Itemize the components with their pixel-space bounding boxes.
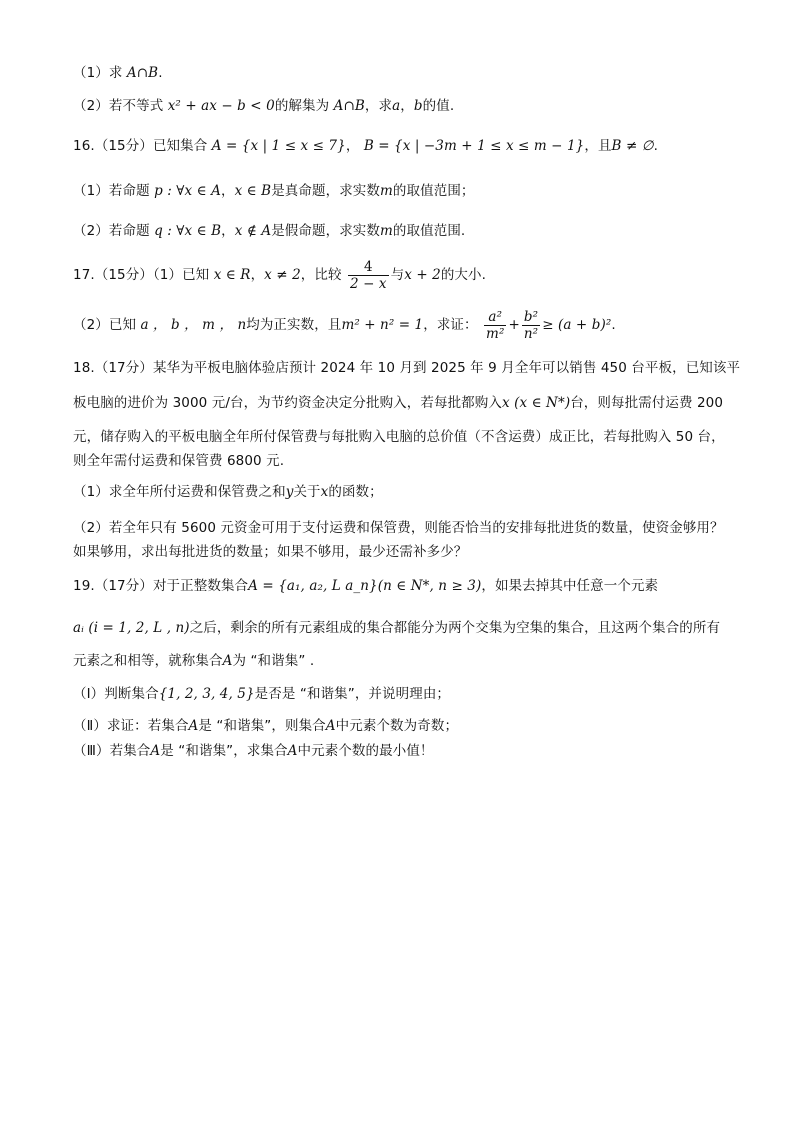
q16-part2-label: （2）若命题	[73, 223, 150, 239]
q16-part1	[73, 181, 754, 201]
q18-part2-line2: 如果够用，求出每批进货的数量；如果不够用，最少还需补多少？	[73, 544, 468, 560]
q19-line3-b: 为 “和谐集” .	[232, 653, 315, 669]
q15-part2-end: 的值.	[422, 98, 455, 114]
q16-end: .	[653, 138, 659, 154]
q19-head: 19.（17分）对于正整数集合	[73, 578, 249, 594]
q16-part1-sep: ，	[220, 183, 235, 199]
q16-comma: ，	[345, 138, 360, 154]
q19-line2	[73, 616, 754, 640]
q16-part1-end: 的取值范围；	[392, 183, 475, 199]
q17-cond2: x ≠ 2	[264, 267, 301, 283]
q15-part1	[73, 63, 754, 83]
q17-fraction	[348, 259, 389, 292]
q18-part1-c: 的函数；	[328, 484, 383, 500]
q17-vars: a ， b ， m ， n	[140, 317, 247, 333]
q17-fb-num: b²	[522, 309, 540, 326]
q17-plus: +	[508, 317, 520, 333]
q19-iii-b: 是 “和谐集”，求集合	[160, 743, 288, 759]
q16-set-a: A = {x | 1 ≤ x ≤ 7}	[211, 138, 346, 154]
q18-line2-b: 台，则每批需付运费 200	[570, 395, 724, 411]
q19-ii-set2: A	[325, 718, 336, 734]
q19-line3-set: A	[222, 653, 233, 669]
q17-prove: ，求证：	[423, 317, 478, 333]
q16-var-m2: m	[380, 223, 393, 239]
q17-rhs: ≥ (a + b)²	[542, 317, 612, 333]
q17-fraction-a	[484, 309, 506, 342]
q17-fa-num: a²	[484, 309, 506, 326]
q19-iii-c: 中元素个数的最小值！	[297, 743, 434, 759]
q17-part2	[73, 307, 754, 343]
q19-cond: (n ∈ N*, n ≥ 3)	[377, 578, 482, 594]
q19-set: A = {a₁, a₂, L a_n}	[248, 578, 378, 594]
q18-line2-math: x (x ∈ N*)	[502, 395, 571, 411]
q19-ii-a: （Ⅱ）求证：若集合	[73, 718, 189, 734]
q17-cond1: x ∈ R	[213, 267, 251, 283]
q19-tail1: ，如果去掉其中任意一个元素	[481, 578, 659, 594]
q17-sep1: ，	[250, 267, 265, 283]
q15-part2-ask: ，求	[364, 98, 393, 114]
q19-ii-set: A	[188, 718, 199, 734]
q16-part1-label: （1）若命题	[73, 183, 150, 199]
q18-var-x: x	[320, 484, 329, 500]
q16-stem	[73, 136, 754, 156]
q16-part2	[73, 221, 754, 241]
q15-var-b: b	[413, 98, 423, 114]
q18-line3: 元，储存购入的平板电脑全年所付保管费与每批购入电脑的总价值（不含运费）成正比，若每批购入 50 台，	[73, 429, 725, 445]
q17-positive: 均为正实数，且	[246, 317, 342, 333]
q16-part2-tail: 是假命题，求实数	[271, 223, 381, 239]
q16-prop-p2: x ∈ B	[234, 183, 272, 199]
q17-part2-label: （2）已知	[73, 317, 137, 333]
q17-end1: 的大小.	[440, 267, 487, 283]
q19-part-iii	[73, 741, 754, 761]
q19-iii-a: （Ⅲ）若集合	[73, 743, 151, 759]
q19-part-ii	[73, 716, 754, 736]
q17-condition: m² + n² = 1	[341, 317, 424, 333]
q16-prop-q: q : ∀x ∈ B	[154, 223, 222, 239]
q19-line1	[73, 574, 754, 598]
q16-part2-end: 的取值范围.	[392, 223, 466, 239]
q17-fa-den: m²	[486, 325, 505, 342]
q18-line4: 则全年需付运费和保管费 6800 元.	[73, 453, 285, 469]
q19-line3	[73, 651, 754, 671]
q16-cond-text: ，且	[584, 138, 612, 154]
q16-head: 16.（15分）已知集合	[73, 138, 208, 154]
q18-part1-b: 关于	[293, 484, 321, 500]
q17-frac-den: 2 − x	[350, 275, 387, 292]
q19-i-label: （Ⅰ）判断集合	[73, 686, 159, 702]
q17-fraction-b	[522, 309, 540, 342]
q15-part2	[73, 96, 754, 116]
q19-iii-set: A	[150, 743, 161, 759]
q16-var-m: m	[380, 183, 393, 199]
q19-tail2: 之后，剩余的所有元素组成的集合都能分为两个交集为空集的集合，且这两个集合的所有	[189, 620, 721, 636]
q19-i-set: {1, 2, 3, 4, 5}	[158, 686, 255, 702]
q15-part2-label: （2）若不等式	[73, 98, 164, 114]
q19-i-tail: 是否是 “和谐集”，并说明理由；	[254, 686, 451, 702]
q18-part2-line1: （2）若全年只有 5600 元资金可用于支付运费和保管费，则能否恰当的安排每批进货的数量，使资金够用？	[73, 520, 724, 536]
q19-ii-c: 中元素个数为奇数；	[335, 718, 459, 734]
q19-ii-b: 是 “和谐集”，则集合	[198, 718, 326, 734]
q18-line2	[73, 391, 754, 415]
q16-part2-sep: ，	[221, 223, 235, 239]
q16-part1-tail: 是真命题，求实数	[271, 183, 381, 199]
q16-condition: B ≠ ∅	[611, 138, 654, 154]
q17-frac-num: 4	[348, 259, 389, 276]
q15-part1-end: .	[158, 65, 163, 81]
q17-fb-den: n²	[523, 325, 539, 342]
q17-part2-end: .	[611, 317, 616, 333]
q15-sep: ，	[400, 98, 414, 114]
q18-line1: 18.（17分）某华为平板电脑体验店预计 2024 年 10 月到 2025 年 9 月全年可以销售 450 台平板，已知该平	[73, 360, 741, 376]
q18-var-y: y	[285, 484, 294, 500]
q15-part2-mid: 的解集为	[274, 98, 330, 114]
q16-prop-q2: x ∉ A	[234, 223, 272, 239]
q17-part1	[73, 258, 754, 292]
q18-part1	[73, 482, 754, 502]
q17-compare: ，比较	[300, 267, 342, 283]
q15-var-a: a	[392, 98, 401, 114]
q15-part2-set: A∩B	[333, 98, 365, 114]
q15-part2-inequality: x² + ax − b < 0	[167, 98, 275, 114]
q19-iii-set2: A	[287, 743, 298, 759]
q17-head: 17.（15分）（1）已知	[73, 267, 210, 283]
q15-part1-expr: A∩B	[126, 65, 159, 81]
q19-part-i	[73, 684, 754, 704]
q19-line3-a: 元素之和相等，就称集合	[73, 653, 223, 669]
q18-line2-a: 板电脑的进价为 3000 元/台，为节约资金决定分批购入，若每批都购入	[73, 395, 502, 411]
q18-part1-a: （1）求全年所付运费和保管费之和	[73, 484, 286, 500]
q17-expr2: x + 2	[404, 267, 441, 283]
q16-set-b: B = {x | −3m + 1 ≤ x ≤ m − 1}	[363, 138, 585, 154]
q15-part1-label: （1）求	[73, 65, 123, 81]
q16-prop-p: p : ∀x ∈ A	[154, 183, 221, 199]
q17-with: 与	[390, 267, 405, 283]
q19-ai: aᵢ (i = 1, 2, L , n)	[73, 620, 190, 636]
